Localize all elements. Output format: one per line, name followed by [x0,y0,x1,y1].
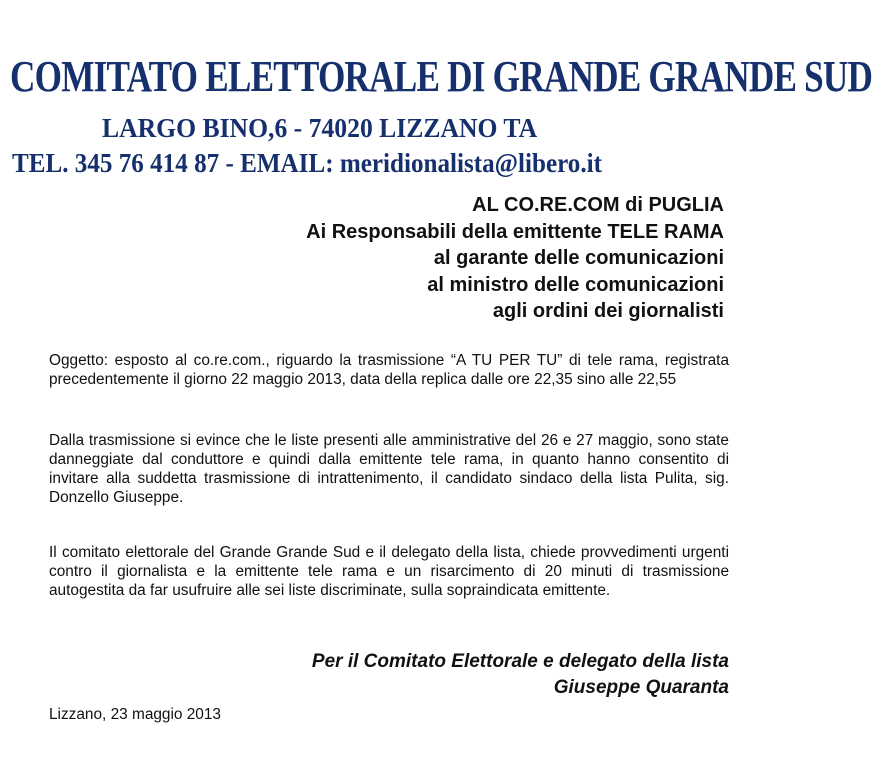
recipient-line: al garante delle comunicazioni [433,247,724,269]
recipient-line: Ai Responsabili della emittente TELE RAMA [306,220,724,243]
letterhead-contact: TEL. 345 76 414 87 - EMAIL: meridionalista@libero.it [12,148,602,178]
recipients-block [124,192,724,325]
recipient-line: AL CO.RE.COM di PUGLIA [472,194,724,216]
place-date: Lizzano, 23 maggio 2013 [49,706,221,723]
letterhead-title: COMITATO ELETTORALE DI GRANDE GRANDE SUD [10,52,872,101]
signature-block [109,649,729,701]
signature-name: Giuseppe Quaranta [553,677,729,698]
recipient-line: agli ordini dei giornalisti [492,300,724,322]
signature-line: Per il Comitato Elettorale e delegato della lista [311,651,729,672]
body-paragraph: Il comitato elettorale del Grande Grande Sud e il delegato della lista, chiede provvedimenti urgenti contro il giornalista e la emittente tele rama e un risarcimento di 20 minuti di trasmissione autogestita da far usufruire alle sei liste discriminate, sulla sopraindicata emittente. [49,544,729,599]
recipient-line: al ministro delle comunicazioni [427,273,724,296]
body-paragraph: Dalla trasmissione si evince che le liste presenti alle amministrative del 26 e 27 maggio, sono state danneggiate dal conduttore e quindi dalla emittente tele rama, in quanto hanno consentito di invitare alla suddetta trasmissione di intrattenimento, il candidato sindaco della lista Pulita, sig. Donzello Giuseppe. [49,432,729,506]
letterhead-address: LARGO BINO,6 - 74020 LIZZANO TA [102,113,538,143]
subject-paragraph: Oggetto: esposto al co.re.com., riguardo la trasmissione “A TU PER TU” di tele rama, registrata precedentemente il giorno 22 maggio 2013, data della replica dalle ore 22,35 sino alle 22,55 [49,352,729,388]
